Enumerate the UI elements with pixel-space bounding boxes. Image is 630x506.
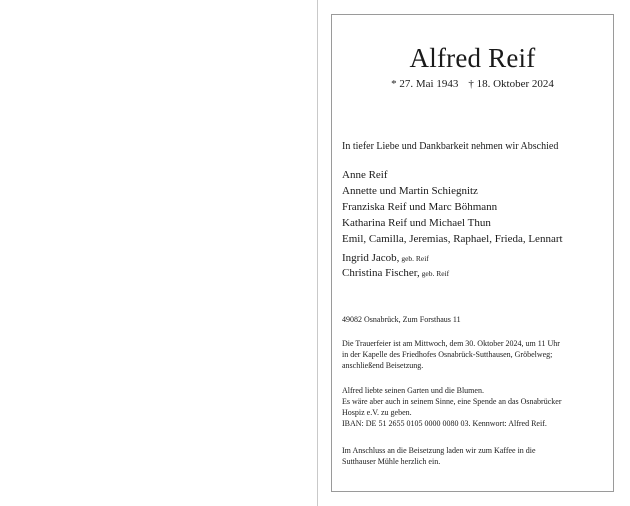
relative-name: Christina Fischer, (342, 267, 420, 279)
funeral-line: in der Kapelle des Friedhofes Osnabrück-Sutthausen, Gröbelweg; (342, 350, 553, 359)
donation-details (342, 385, 605, 429)
deceased-name: Alfred Reif (409, 43, 536, 73)
family-address: 49082 Osnabrück, Zum Forsthaus 11 (342, 315, 461, 324)
family-member: Katharina Reif und Michael Thun (342, 217, 491, 229)
invitation-line: Sutthauser Mühle herzlich ein. (342, 457, 441, 466)
relatives-list (342, 251, 449, 281)
funeral-line: Die Trauerfeier ist am Mittwoch, dem 30. Oktober 2024, um 11 Uhr (342, 339, 560, 348)
relative-name: Ingrid Jacob, (342, 252, 400, 264)
life-dates (332, 78, 613, 90)
donation-line: IBAN: DE 51 2655 0105 0000 0080 03. Kennwort: Alfred Reif. (342, 419, 547, 428)
death-date: † 18. Oktober 2024 (468, 78, 554, 90)
donation-line: Alfred liebte seinen Garten und die Blumen. (342, 386, 484, 395)
family-list (342, 167, 563, 247)
family-member: Annette und Martin Schiegnitz (342, 185, 478, 197)
obituary-notice (331, 14, 614, 492)
relative (342, 266, 449, 281)
invitation-line: Im Anschluss an die Beisetzung laden wir zum Kaffee in die (342, 446, 536, 455)
farewell-line: In tiefer Liebe und Dankbarkeit nehmen wir Abschied (342, 141, 559, 152)
family-member: Anne Reif (342, 169, 388, 181)
donation-line: Es wäre aber auch in seinem Sinne, eine Spende an das Osnabrücker (342, 397, 562, 406)
family-member: Emil, Camilla, Jeremias, Raphael, Frieda, Lennart (342, 233, 563, 245)
coffee-invitation (342, 445, 605, 467)
page-divider (317, 0, 318, 506)
family-member: Franziska Reif und Marc Böhmann (342, 201, 498, 213)
donation-line: Hospiz e.V. zu geben. (342, 408, 412, 417)
relative (342, 251, 449, 266)
relative-maiden-name: geb. Reif (399, 254, 429, 263)
funeral-line: anschließend Beisetzung. (342, 361, 424, 370)
birth-date: * 27. Mai 1943 (391, 78, 459, 90)
relative-maiden-name: geb. Reif (419, 269, 450, 278)
funeral-details (342, 338, 605, 371)
